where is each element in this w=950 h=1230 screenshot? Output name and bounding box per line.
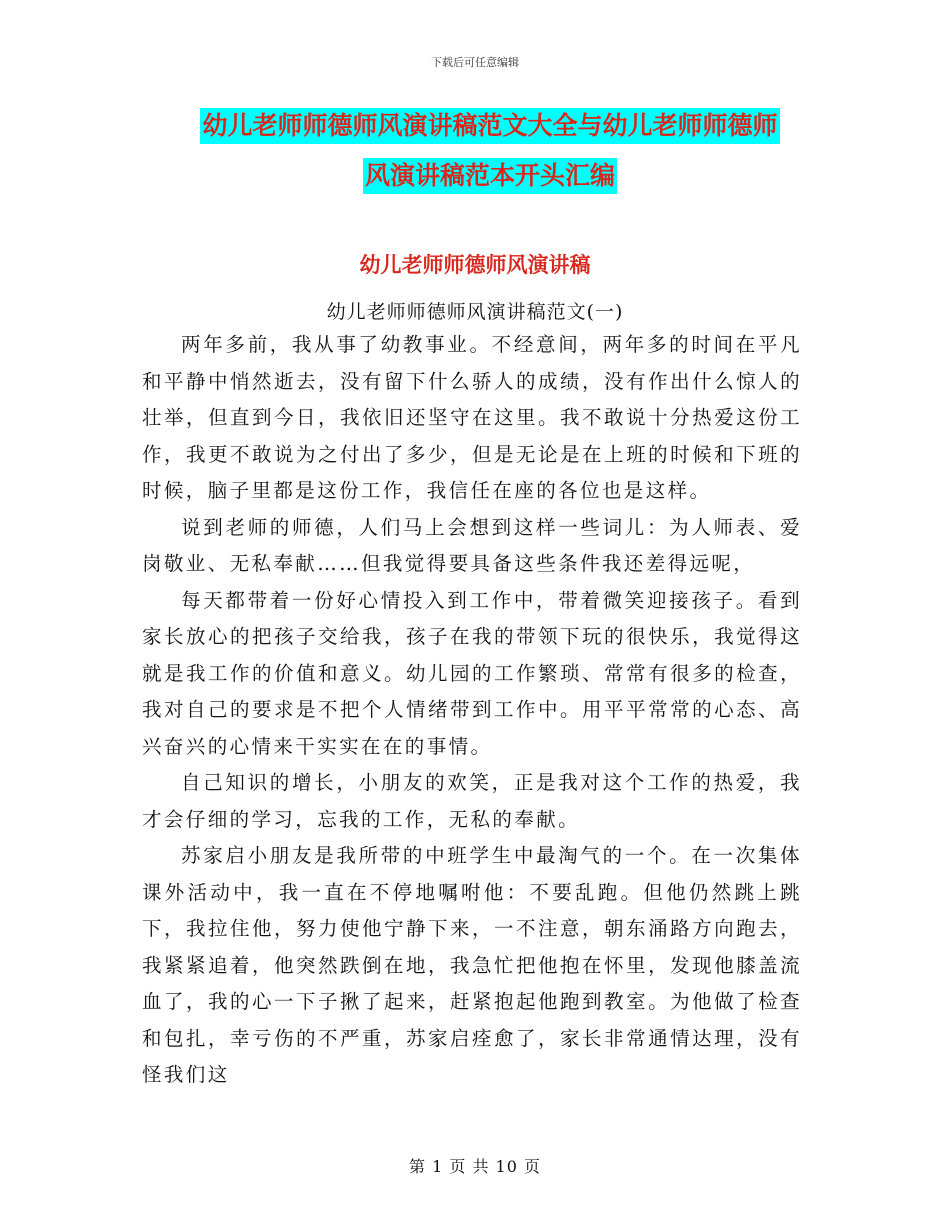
header-note: 下载后可任意编辑 — [431, 56, 519, 69]
paragraph: 两年多前，我从事了幼教事业。不经意间，两年多的时间在平凡和平静中悄然逝去，没有留下什么骄人的成绩，没有作出什么惊人的壮举，但直到今日，我依旧还坚守在这里。我不敢说十分热爱这份工作，我更不敢说为之付出了多少，但是无论是在上班的时候和下班的时候，脑子里都是这份工作，我信任在座的各位也是这样。 — [142, 333, 802, 502]
body-text — [142, 327, 802, 1094]
paragraph: 自己知识的增长，小朋友的欢笑，正是我对这个工作的热爱，我才会仔细的学习，忘我的工作，无私的奉献。 — [142, 771, 802, 831]
section-heading: 幼儿老师师德师风演讲稿 — [359, 253, 591, 277]
subheading: 幼儿老师师德师风演讲稿范文(一) — [326, 301, 624, 323]
paragraph: 说到老师的师德，人们马上会想到这样一些词儿：为人师表、爱岗敬业、无私奉献……但我觉得要具备这些条件我还差得远呢， — [142, 515, 802, 575]
document-title — [140, 108, 840, 194]
paragraph: 苏家启小朋友是我所带的中班学生中最淘气的一个。在一次集体课外活动中，我一直在不停地嘱咐他：不要乱跑。但他仍然跳上跳下，我拉住他，努力使他宁静下来，一不注意，朝东涌路方向跑去，我紧紧追着，他突然跌倒在地，我急忙把他抱在怀里，发现他膝盖流血了，我的心一下子揪了起来，赶紧抱起他跑到教室。为他做了检查和包扎，幸亏伤的不严重，苏家启痊愈了，家长非常通情达理，没有怪我们这 — [142, 844, 802, 1086]
title-line-2: 风演讲稿范本开头汇编 — [363, 158, 617, 194]
paragraph: 每天都带着一份好心情投入到工作中，带着微笑迎接孩子。看到家长放心的把孩子交给我，孩子在我的带领下玩的很快乐，我觉得这就是我工作的价值和意义。幼儿园的工作繁琐、常常有很多的检查，我对自己的要求是不把个人情绪带到工作中。用平平常常的心态、高兴奋兴的心情来干实实在在的事情。 — [142, 588, 802, 758]
title-line-1: 幼儿老师师德师风演讲稿范文大全与幼儿老师师德师 — [200, 108, 779, 144]
page-footer: 第 1 页 共 10 页 — [409, 1157, 541, 1176]
